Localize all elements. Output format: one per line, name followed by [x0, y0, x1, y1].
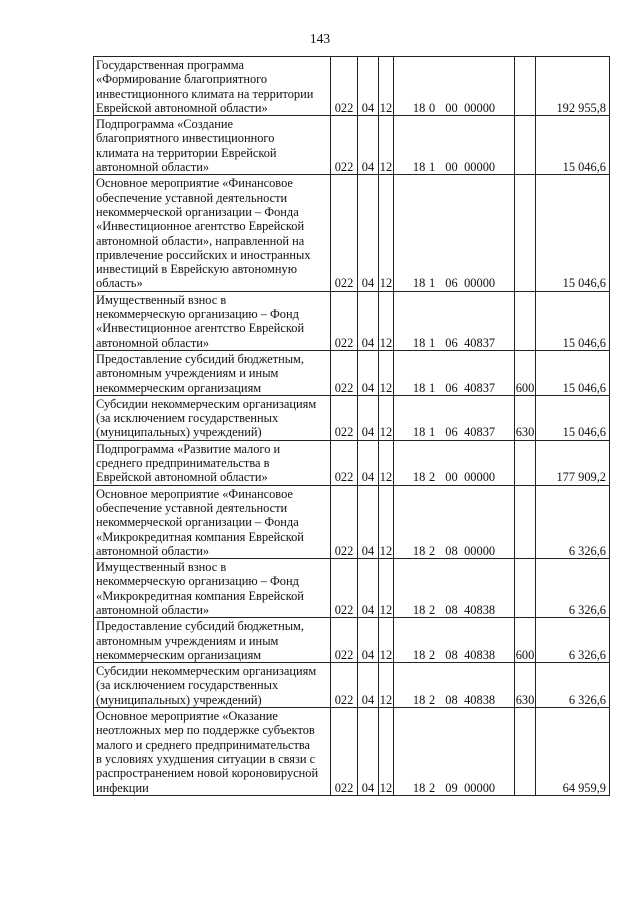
item-name-cell — [94, 395, 331, 440]
item-name-line: инвестиционного климата на территории — [96, 86, 314, 101]
admin-code-cell: 022 — [331, 663, 358, 708]
expense-type-cell — [515, 175, 536, 291]
program-code: 18 — [412, 276, 426, 291]
subprogram-code: 2 — [429, 602, 436, 617]
table-row — [94, 116, 610, 175]
direction-code: 40837 — [464, 335, 496, 350]
item-name-line: Государственная программа — [96, 58, 244, 72]
direction-code: 00000 — [464, 160, 496, 175]
main-event-code: 00 — [445, 160, 458, 175]
expense-type-cell — [515, 57, 536, 116]
amount-cell: 15 046,6 — [536, 395, 610, 440]
target-article-cell — [394, 663, 515, 708]
target-article-code — [413, 693, 495, 707]
item-name-line: распространением новой короновирусной — [96, 766, 319, 781]
admin-code-cell: 022 — [331, 395, 358, 440]
main-event-code: 08 — [445, 543, 458, 558]
admin-code-cell: 022 — [331, 116, 358, 175]
item-name-line: автономной области» — [96, 602, 210, 617]
item-name-line: привлечение российских и иностранных — [96, 247, 311, 262]
item-name-line: Основное мероприятие «Оказание — [96, 709, 278, 724]
target-article-code — [413, 425, 495, 439]
program-code: 18 — [412, 380, 426, 395]
amount-cell: 15 046,6 — [536, 291, 610, 350]
item-name-line: Имущественный взнос в — [96, 292, 227, 307]
direction-code: 40838 — [464, 692, 496, 707]
direction-code: 00000 — [464, 780, 496, 795]
item-name-line: Основное мероприятие «Финансовое — [96, 176, 293, 191]
target-article-code — [413, 603, 495, 617]
section-code-cell: 04 — [358, 485, 379, 558]
item-name-cell — [94, 618, 331, 663]
target-article-code — [413, 101, 495, 115]
table-row — [94, 708, 610, 796]
direction-code: 00000 — [464, 470, 496, 485]
target-article-cell — [394, 57, 515, 116]
budget-table — [93, 56, 610, 796]
item-name-line: благоприятного инвестиционного — [96, 131, 275, 146]
section-code-cell: 04 — [358, 57, 379, 116]
main-event-code: 00 — [445, 470, 458, 485]
amount-cell: 15 046,6 — [536, 116, 610, 175]
item-name-line: некоммерческую организацию – Фонд — [96, 574, 299, 589]
amount-cell: 6 326,6 — [536, 618, 610, 663]
program-code: 18 — [412, 470, 426, 485]
item-name-line: «Формирование благоприятного — [96, 72, 268, 87]
expense-type-cell: 630 — [515, 395, 536, 440]
expense-type-cell — [515, 291, 536, 350]
program-code: 18 — [412, 602, 426, 617]
expense-type-cell — [515, 116, 536, 175]
amount-cell: 15 046,6 — [536, 350, 610, 395]
section-code-cell: 04 — [358, 708, 379, 796]
item-name-cell — [94, 175, 331, 291]
item-name-line: некоммерческим организациям — [96, 647, 262, 662]
table-row — [94, 618, 610, 663]
expense-type-cell — [515, 559, 536, 618]
item-name-line: область» — [96, 276, 143, 291]
program-code: 18 — [412, 100, 426, 115]
item-name-line: автономной области», направленной на — [96, 233, 305, 248]
item-name-line: инфекции — [96, 780, 149, 795]
admin-code-cell: 022 — [331, 708, 358, 796]
direction-code: 40838 — [464, 602, 496, 617]
item-name-line: (муниципальных) учреждений) — [96, 425, 262, 440]
direction-code: 00000 — [464, 276, 496, 291]
item-name-line: Субсидии некоммерческим организациям — [96, 664, 317, 679]
item-name-line: Еврейской автономной области» — [96, 100, 268, 115]
subsection-code-cell: 12 — [379, 663, 394, 708]
item-name-cell — [94, 57, 331, 116]
main-event-code: 06 — [445, 335, 458, 350]
target-article-cell — [394, 708, 515, 796]
target-article-cell — [394, 291, 515, 350]
program-code: 18 — [412, 425, 426, 440]
target-article-code — [413, 544, 495, 558]
table-row — [94, 291, 610, 350]
section-code-cell: 04 — [358, 291, 379, 350]
amount-cell: 177 909,2 — [536, 440, 610, 485]
page-number: 143 — [309, 31, 331, 46]
section-code-cell: 04 — [358, 116, 379, 175]
target-article-cell — [394, 116, 515, 175]
target-article-cell — [394, 559, 515, 618]
main-event-code: 00 — [445, 100, 458, 115]
item-name-line: обеспечение уставной деятельности — [96, 500, 288, 515]
direction-code: 00000 — [464, 100, 496, 115]
main-event-code: 08 — [445, 647, 458, 662]
item-name-line: в условиях ухудшения ситуации в связи с — [96, 751, 316, 766]
item-name-line: Еврейской автономной области» — [96, 470, 268, 485]
item-name-line: Субсидии некоммерческим организациям — [96, 396, 317, 411]
subsection-code-cell: 12 — [379, 395, 394, 440]
target-article-cell — [394, 175, 515, 291]
item-name-line: Предоставление субсидий бюджетным, — [96, 351, 304, 366]
subprogram-code: 1 — [429, 380, 436, 395]
item-name-line: неотложных мер по поддержке субъектов — [96, 723, 315, 738]
subsection-code-cell: 12 — [379, 485, 394, 558]
item-name-line: инвестиций в Еврейскую автономную — [96, 262, 297, 277]
section-code-cell: 04 — [358, 350, 379, 395]
subprogram-code: 2 — [429, 470, 436, 485]
item-name-line: автономной области» — [96, 543, 210, 558]
item-name-line: Основное мероприятие «Финансовое — [96, 486, 293, 501]
program-code: 18 — [412, 647, 426, 662]
table-row — [94, 395, 610, 440]
section-code-cell: 04 — [358, 618, 379, 663]
item-name-line: Подпрограмма «Создание — [96, 117, 233, 132]
program-code: 18 — [412, 692, 426, 707]
subprogram-code: 1 — [429, 160, 436, 175]
table-row — [94, 663, 610, 708]
section-code-cell: 04 — [358, 440, 379, 485]
item-name-line: автономным учреждениям и иным — [96, 633, 279, 648]
target-article-cell — [394, 618, 515, 663]
target-article-code — [413, 336, 495, 350]
main-event-code: 06 — [445, 276, 458, 291]
section-code-cell: 04 — [358, 663, 379, 708]
admin-code-cell: 022 — [331, 559, 358, 618]
expense-type-cell: 630 — [515, 663, 536, 708]
expense-type-cell — [515, 708, 536, 796]
item-name-line: некоммерческую организацию – Фонд — [96, 307, 299, 322]
table-row — [94, 57, 610, 116]
item-name-line: Имущественный взнос в — [96, 560, 227, 575]
subsection-code-cell: 12 — [379, 618, 394, 663]
expense-type-cell: 600 — [515, 350, 536, 395]
expense-type-cell: 600 — [515, 618, 536, 663]
item-name-cell — [94, 440, 331, 485]
item-name-line: (за исключением государственных — [96, 678, 279, 693]
item-name-line: малого и среднего предпринимательства — [96, 737, 311, 752]
item-name-cell — [94, 708, 331, 796]
admin-code-cell: 022 — [331, 485, 358, 558]
subsection-code-cell: 12 — [379, 559, 394, 618]
main-event-code: 09 — [445, 780, 458, 795]
item-name-line: некоммерческим организациям — [96, 380, 262, 395]
subsection-code-cell: 12 — [379, 350, 394, 395]
admin-code-cell: 022 — [331, 350, 358, 395]
item-name-line: некоммерческой организации – Фонда — [96, 515, 299, 530]
main-event-code: 06 — [445, 380, 458, 395]
direction-code: 40838 — [464, 647, 496, 662]
item-name-line: «Микрокредитная компания Еврейской — [96, 529, 304, 544]
target-article-cell — [394, 395, 515, 440]
table-row — [94, 485, 610, 558]
program-code: 18 — [412, 160, 426, 175]
subprogram-code: 2 — [429, 692, 436, 707]
table-body — [94, 57, 610, 796]
subsection-code-cell: 12 — [379, 708, 394, 796]
subprogram-code: 1 — [429, 276, 436, 291]
amount-cell: 6 326,6 — [536, 559, 610, 618]
item-name-cell — [94, 485, 331, 558]
subsection-code-cell: 12 — [379, 440, 394, 485]
table-row — [94, 559, 610, 618]
item-name-line: (муниципальных) учреждений) — [96, 692, 262, 707]
item-name-line: «Инвестиционное агентство Еврейской — [96, 219, 305, 234]
admin-code-cell: 022 — [331, 57, 358, 116]
item-name-line: Предоставление субсидий бюджетным, — [96, 619, 304, 634]
program-code: 18 — [412, 780, 426, 795]
admin-code-cell: 022 — [331, 440, 358, 485]
direction-code: 40837 — [464, 380, 496, 395]
admin-code-cell: 022 — [331, 291, 358, 350]
main-event-code: 08 — [445, 602, 458, 617]
item-name-line: климата на территории Еврейской — [96, 145, 277, 160]
subprogram-code: 2 — [429, 780, 436, 795]
target-article-cell — [394, 350, 515, 395]
amount-cell: 192 955,8 — [536, 57, 610, 116]
item-name-line: среднего предпринимательства в — [96, 456, 270, 471]
section-code-cell: 04 — [358, 559, 379, 618]
item-name-cell — [94, 291, 331, 350]
amount-cell: 64 959,9 — [536, 708, 610, 796]
amount-cell: 6 326,6 — [536, 663, 610, 708]
target-article-code — [413, 470, 495, 484]
item-name-cell — [94, 663, 331, 708]
target-article-cell — [394, 485, 515, 558]
target-article-code — [413, 381, 495, 395]
direction-code: 00000 — [464, 543, 496, 558]
expense-type-cell — [515, 440, 536, 485]
table-row — [94, 440, 610, 485]
subsection-code-cell: 12 — [379, 116, 394, 175]
item-name-cell — [94, 350, 331, 395]
item-name-line: автономной области» — [96, 160, 210, 175]
direction-code: 40837 — [464, 425, 496, 440]
item-name-line: автономной области» — [96, 335, 210, 350]
item-name-cell — [94, 116, 331, 175]
subprogram-code: 1 — [429, 425, 436, 440]
admin-code-cell: 022 — [331, 618, 358, 663]
item-name-line: автономным учреждениям и иным — [96, 366, 279, 381]
table-row — [94, 175, 610, 291]
admin-code-cell: 022 — [331, 175, 358, 291]
target-article-code — [413, 781, 495, 795]
subprogram-code: 2 — [429, 543, 436, 558]
item-name-line: некоммерческой организации – Фонда — [96, 204, 299, 219]
subprogram-code: 1 — [429, 335, 436, 350]
section-code-cell: 04 — [358, 175, 379, 291]
subsection-code-cell: 12 — [379, 57, 394, 116]
subprogram-code: 0 — [429, 100, 436, 115]
amount-cell: 6 326,6 — [536, 485, 610, 558]
program-code: 18 — [412, 335, 426, 350]
section-code-cell: 04 — [358, 395, 379, 440]
table-row — [94, 350, 610, 395]
target-article-code — [413, 160, 495, 174]
item-name-line: «Инвестиционное агентство Еврейской — [96, 321, 305, 336]
main-event-code: 06 — [445, 425, 458, 440]
expense-type-cell — [515, 485, 536, 558]
subsection-code-cell: 12 — [379, 175, 394, 291]
item-name-line: Подпрограмма «Развитие малого и — [96, 441, 281, 456]
item-name-cell — [94, 559, 331, 618]
item-name-line: обеспечение уставной деятельности — [96, 190, 288, 205]
target-article-code — [413, 276, 495, 290]
main-event-code: 08 — [445, 692, 458, 707]
amount-cell: 15 046,6 — [536, 175, 610, 291]
item-name-line: (за исключением государственных — [96, 411, 279, 426]
target-article-code — [413, 648, 495, 662]
program-code: 18 — [412, 543, 426, 558]
item-name-line: «Микрокредитная компания Еврейской — [96, 588, 304, 603]
subprogram-code: 2 — [429, 647, 436, 662]
subsection-code-cell: 12 — [379, 291, 394, 350]
target-article-cell — [394, 440, 515, 485]
